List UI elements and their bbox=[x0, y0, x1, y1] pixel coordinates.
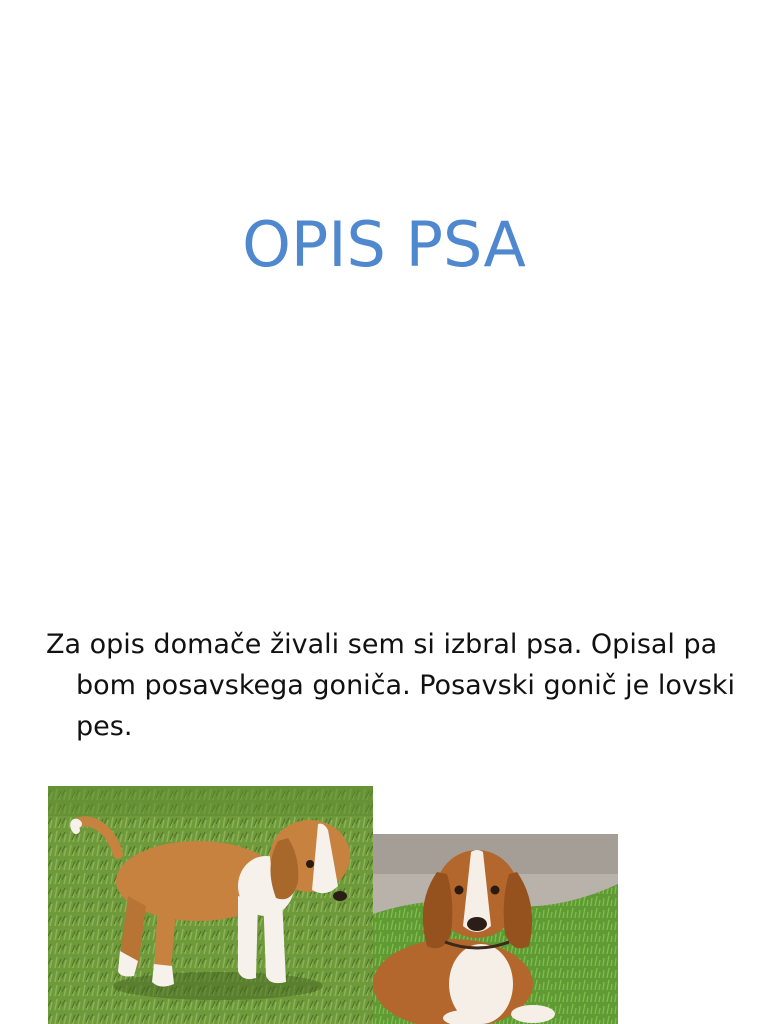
puppy-photo bbox=[48, 786, 373, 1024]
puppy-illustration bbox=[48, 786, 373, 1024]
slide-title: OPIS PSA bbox=[242, 208, 526, 281]
dog-illustration bbox=[373, 834, 618, 1024]
slide-body-text: Za opis domače živali sem si izbral psa. Opisal pa bom posavskega goniča. Posavski gonič je lovski pes. bbox=[46, 629, 736, 742]
dog-photo bbox=[373, 834, 618, 1024]
